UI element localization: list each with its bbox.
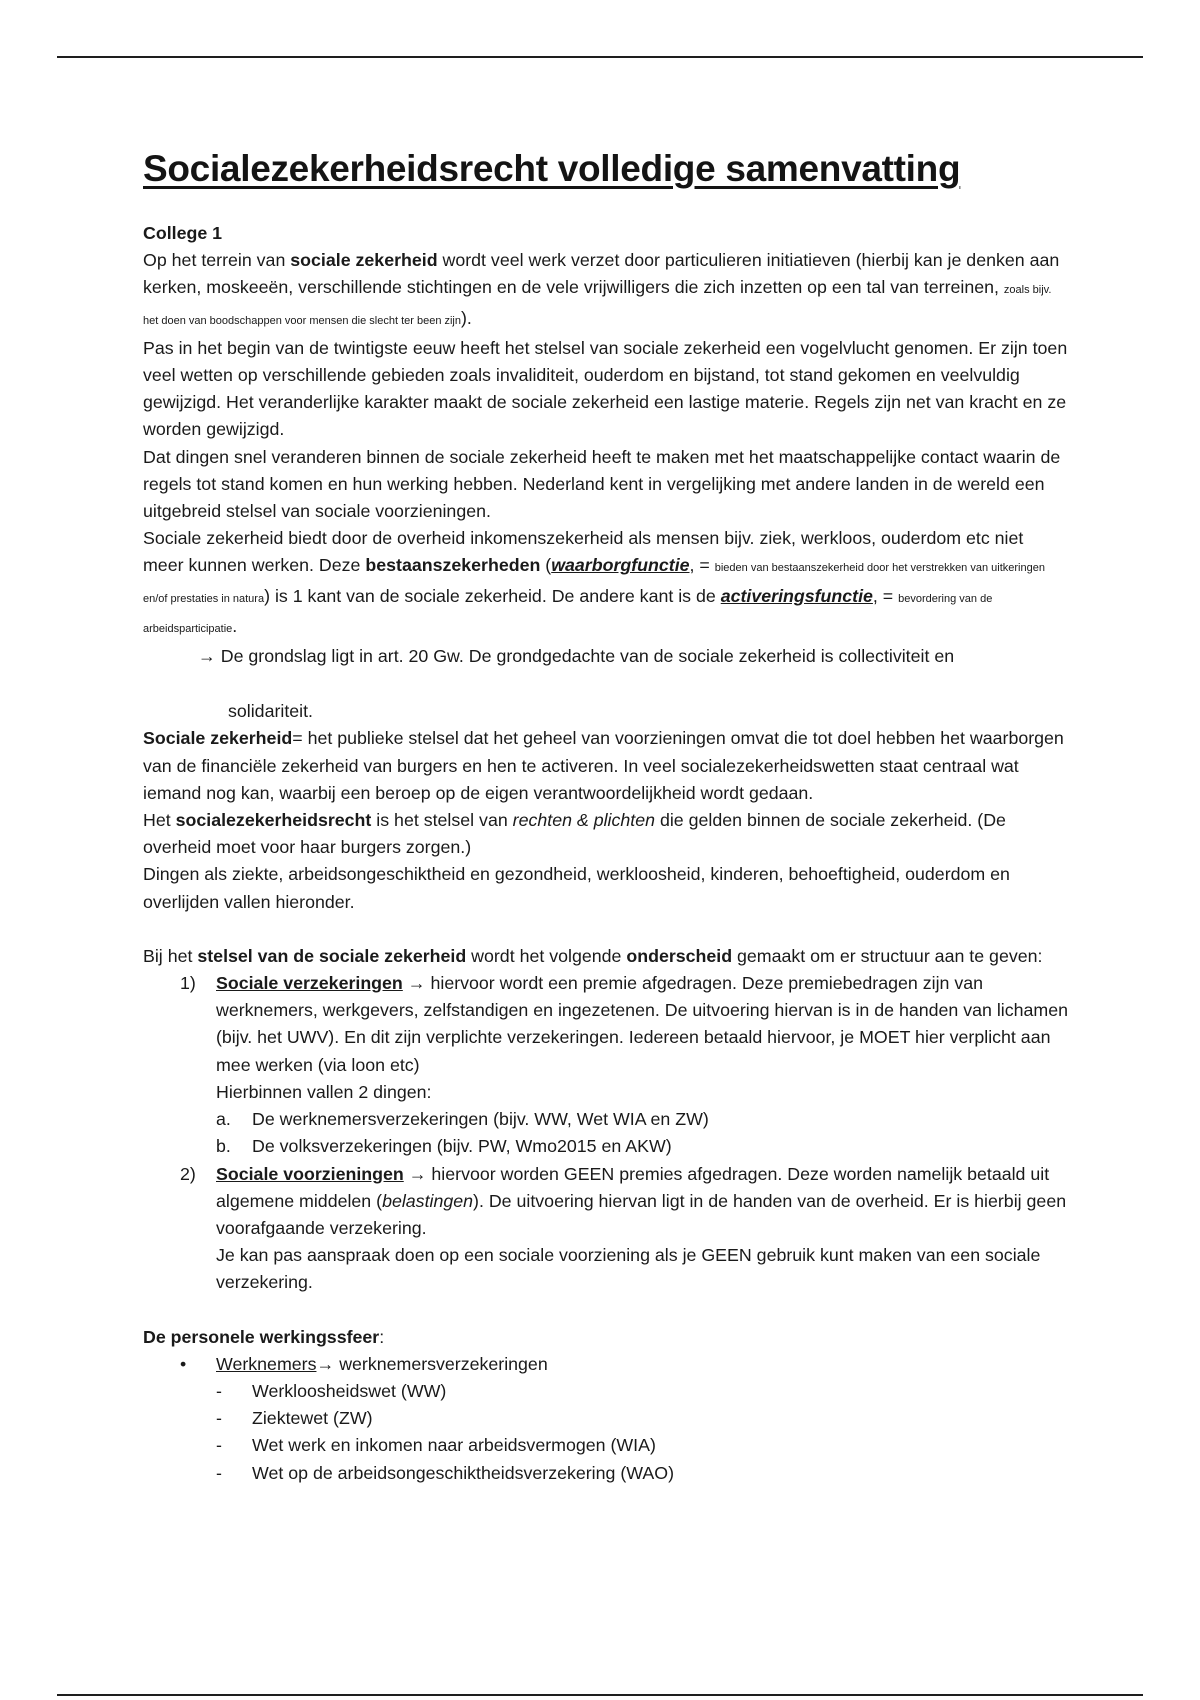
bullet-icon: • xyxy=(180,1353,187,1374)
sub-intro: Hierbinnen vallen 2 dingen: xyxy=(216,1081,432,1102)
numbered-item-2 xyxy=(143,1161,1068,1297)
document-page xyxy=(143,148,1068,1487)
text: ( xyxy=(540,555,552,576)
paragraph-functions xyxy=(143,525,1068,643)
dash-item xyxy=(143,1460,1068,1487)
college-heading: College 1 xyxy=(143,223,223,243)
bullet-text xyxy=(216,1351,1068,1378)
dash-icon: - xyxy=(216,1380,222,1401)
term-waarborgfunctie: waarborgfunctie xyxy=(551,555,690,576)
paragraph-change: Dat dingen snel veranderen binnen de sociale zekerheid heeft te maken met het maatschappelijke contact waarin de regels tot stand komen en hun werking hebben. Nederland kent in vergelijking met andere landen in de wereld een uitgebreid stelsel van sociale voorzieningen. xyxy=(143,446,1061,522)
personele-heading xyxy=(143,1324,1068,1351)
dash-icon: - xyxy=(216,1435,222,1456)
arrow-icon: → xyxy=(198,646,216,667)
dash-icon: - xyxy=(216,1462,222,1483)
list-number: 1) xyxy=(180,973,196,994)
bullet-item-werknemers xyxy=(143,1351,1068,1378)
text: hiervoor wordt een premie afgedragen. Deze premiebedragen zijn van werknemers, werkgevers, zelfstandigen en ingezetenen. De uitvoering hiervan is in de handen van lichamen (bijv. het UWV). En dit zijn verplichte verzekeringen. Iedereen betaald hiervoor, je MOET hier verplicht aan mee werken (via loon etc) xyxy=(216,973,1069,1075)
text: , = xyxy=(689,555,715,576)
dash-text: Wet werk en inkomen naar arbeidsvermogen (WIA) xyxy=(252,1435,656,1456)
arrow-icon: → xyxy=(402,973,431,994)
dash-text: Werkloosheidswet (WW) xyxy=(252,1380,447,1401)
text: Bij het xyxy=(143,945,198,966)
list-number: 2) xyxy=(180,1163,196,1184)
footer-rule xyxy=(57,1694,1143,1696)
dash-text: Wet op de arbeidsongeschiktheidsverzekering (WAO) xyxy=(252,1462,675,1483)
sub-mark: b. xyxy=(216,1136,231,1157)
spacer xyxy=(143,916,1068,943)
paragraph-risks: Dingen als ziekte, arbeidsongeschiktheid en gezondheid, werkloosheid, kinderen, behoeftigheid, ouderdom en overlijden vallen hieronder. xyxy=(143,864,1010,912)
dash-text: Ziektewet (ZW) xyxy=(252,1408,373,1429)
sub-text: De volksverzekeringen (bijv. PW, Wmo2015 en AKW) xyxy=(252,1136,672,1157)
dash-item xyxy=(143,1405,1068,1432)
small-note: bevordering van de arbeidsparticipatie xyxy=(143,592,993,635)
bold-term: sociale zekerheid xyxy=(290,250,438,271)
bold-term: bestaanszekerheden xyxy=(365,555,541,576)
italic-term: belastingen xyxy=(382,1190,474,1211)
dash-icon: - xyxy=(216,1408,222,1429)
list-item-text xyxy=(216,1161,1068,1243)
dash-item xyxy=(143,1432,1068,1459)
text: wordt veel werk verzet door particulieren initiatieven (hierbij kan je denken aan kerken, moskeeën, verschillende stichtingen en de vele vrijwilligers die zich inzetten op een tal van terreinen, xyxy=(143,250,1060,298)
numbered-item-1 xyxy=(143,970,1068,1106)
list-item-text xyxy=(216,970,1068,1079)
text: Je kan pas aanspraak doen op een sociale voorziening als je GEEN gebruik kunt maken van een sociale verzekering. xyxy=(216,1245,1041,1293)
italic-term: rechten & plichten xyxy=(512,810,656,831)
paragraph-recht xyxy=(143,807,1068,861)
paragraph-stelsel xyxy=(143,943,1068,970)
arrow-note xyxy=(198,643,1068,670)
underlined-term: Werknemers xyxy=(216,1353,317,1374)
text: Sociale zekerheid biedt door de overheid inkomenszekerheid als mensen bijv. ziek, werkloos, ouderdom etc niet meer kunnen werken. Deze xyxy=(143,528,1024,576)
bold-term: stelsel van de sociale zekerheid xyxy=(197,945,467,966)
sub-text: De werknemersverzekeringen (bijv. WW, Wet WIA en ZW) xyxy=(252,1109,709,1130)
bold-heading: De personele werkingssfeer xyxy=(143,1326,380,1347)
text: = het publieke stelsel dat het geheel van voorzieningen omvat die tot doel hebben het waarborgen van de financiële zekerheid van burgers en hen te activeren. In veel socialezekerheidswetten staat centraal wat iemand nog kan, waarbij een beroep op de eigen verantwoordelijkheid wordt gedaan. xyxy=(143,728,1064,803)
item-title: Sociale verzekeringen xyxy=(216,973,403,994)
text: Het xyxy=(143,810,176,831)
text: : xyxy=(379,1326,385,1347)
sub-item-b xyxy=(143,1133,1068,1160)
document-body xyxy=(143,220,1068,1487)
text: ) is 1 kant van de sociale zekerheid. De andere kant is de xyxy=(264,585,721,606)
arrow-note-continuation: solidariteit. xyxy=(228,701,313,722)
text: . xyxy=(232,615,238,636)
text: gemaakt om er structuur aan te geven: xyxy=(732,945,1043,966)
text: Op het terrein van xyxy=(143,250,291,271)
paragraph-intro xyxy=(143,247,1068,335)
text: hiervoor worden GEEN premies afgedragen. Deze worden namelijk betaald uit algemene middelen ( xyxy=(216,1163,1050,1211)
paragraph-history: Pas in het begin van de twintigste eeuw heeft het stelsel van sociale zekerheid een vogelvlucht genomen. Er zijn toen veel wetten op verschillende gebieden zoals invaliditeit, ouderdom en bijstand, tot stand gekomen en veelvuldig gewijzigd. Het veranderlijke karakter maakt de sociale zekerheid een lastige materie. Regels zijn net van kracht en ze worden gewijzigd. xyxy=(143,337,1068,440)
document-title: Socialezekerheidsrecht volledige samenvatting xyxy=(143,148,961,189)
text: ). xyxy=(461,307,472,328)
paragraph-definition xyxy=(143,725,1068,807)
arrow-icon: → xyxy=(316,1353,335,1374)
bold-term: socialezekerheidsrecht xyxy=(175,810,372,831)
text: is het stelsel van xyxy=(371,810,513,831)
text: werknemersverzekeringen xyxy=(334,1353,548,1374)
text: , = xyxy=(872,585,899,606)
text: ). De uitvoering hiervan ligt in de handen van de overheid. Er is hierbij geen voorafgaande verzekering. xyxy=(216,1190,1067,1238)
text: De grondslag ligt in art. 20 Gw. De grondgedachte van de sociale zekerheid is collectiviteit en xyxy=(215,646,955,667)
small-note: bieden van bestaanszekerheid door het verstrekken van uitkeringen en/of prestaties in natura xyxy=(143,562,1045,605)
sub-item-a xyxy=(143,1106,1068,1133)
bold-term: Sociale zekerheid xyxy=(143,728,293,749)
sub-mark: a. xyxy=(216,1109,231,1130)
arrow-icon: → xyxy=(403,1163,432,1184)
item-title: Sociale voorzieningen xyxy=(216,1163,404,1184)
term-activeringsfunctie: activeringsfunctie xyxy=(720,585,873,606)
spacer xyxy=(143,1297,1068,1324)
text: die gelden binnen de sociale zekerheid. (De overheid moet voor haar burgers zorgen.) xyxy=(143,810,1006,858)
header-rule xyxy=(57,56,1143,58)
text: wordt het volgende xyxy=(466,945,627,966)
small-note: zoals bijv. het doen van boodschappen voor mensen die slecht ter been zijn xyxy=(143,284,1052,327)
dash-item xyxy=(143,1378,1068,1405)
bold-term: onderscheid xyxy=(626,945,733,966)
